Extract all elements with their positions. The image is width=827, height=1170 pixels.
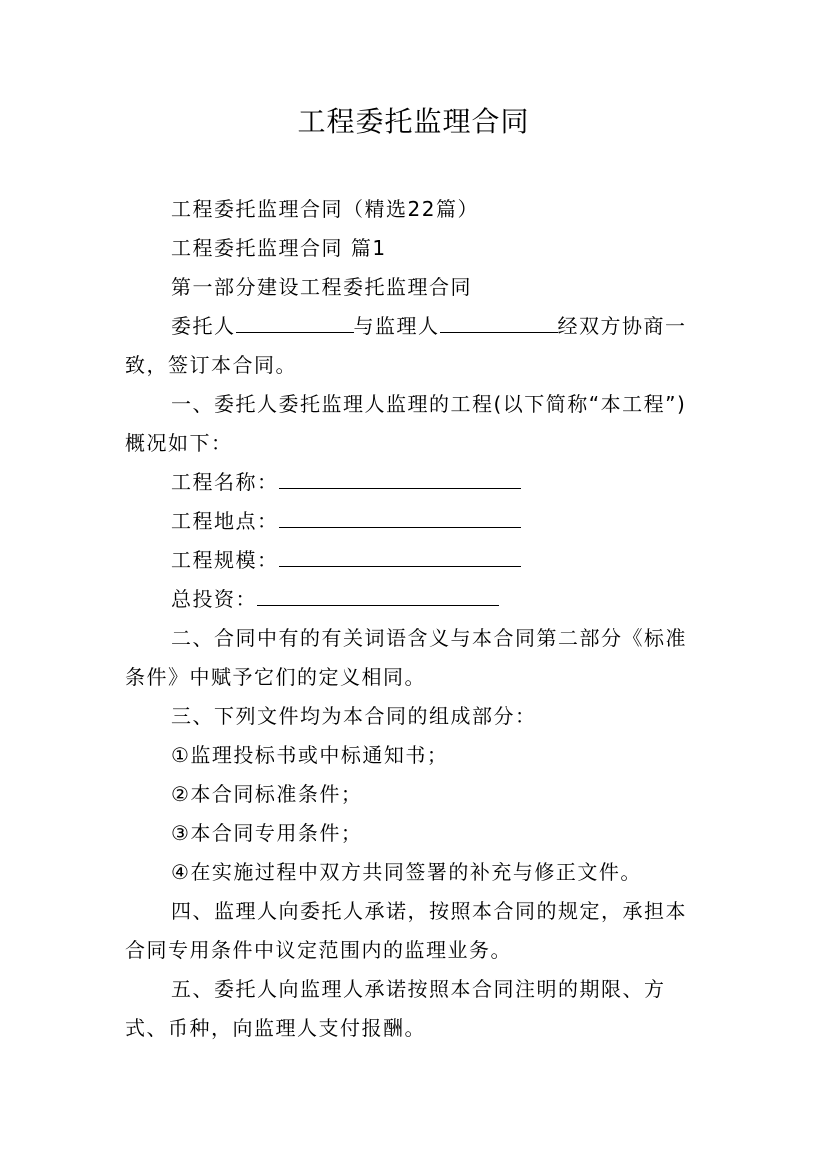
agreement-text: 经双方协商一致，签订本合同。 (125, 314, 687, 377)
project-field-location (125, 502, 705, 541)
field-blank-line (257, 587, 499, 606)
client-label: 委托人 (171, 314, 236, 338)
intro-line: 工程委托监理合同（精选22篇） (171, 197, 479, 221)
clause-1: 一、委托人委托监理人监理的工程(以下简称“本工程”)概况如下： (125, 392, 687, 455)
field-blank-line (279, 470, 521, 489)
clause-3: 三、下列文件均为本合同的组成部分： (171, 704, 537, 728)
project-field-name (125, 463, 705, 502)
part-heading: 第一部分建设工程委托监理合同 (171, 275, 472, 299)
field-blank-line (279, 509, 521, 528)
document-list-item: ④在实施过程中双方共同签署的补充与修正文件。 (171, 860, 642, 884)
article-heading: 工程委托监理合同 篇1 (171, 236, 387, 260)
document-list-item: ③本合同专用条件； (171, 821, 363, 845)
field-blank-line (279, 548, 521, 567)
document-body (125, 190, 705, 1048)
document-title: 工程委托监理合同 (297, 105, 530, 138)
field-label: 总投资： (171, 587, 257, 611)
clause-4: 四、监理人向委托人承诺，按照本合同的规定，承担本合同专用条件中议定范围内的监理业务。 (125, 899, 687, 962)
project-field-investment (125, 580, 705, 619)
project-field-scale (125, 541, 705, 580)
supervisor-label: 与监理人 (353, 314, 440, 338)
field-label: 工程地点： (171, 509, 279, 533)
document-list-item: ①监理投标书或中标通知书； (171, 743, 449, 767)
client-blank-line (236, 314, 354, 333)
field-label: 工程规模： (171, 548, 279, 572)
clause-5: 五、委托人向监理人承诺按照本合同注明的期限、方式、币种，向监理人支付报酬。 (125, 977, 666, 1040)
parties-paragraph (125, 307, 705, 385)
document-list-item: ②本合同标准条件； (171, 782, 363, 806)
field-label: 工程名称： (171, 470, 279, 494)
clause-2: 二、合同中有的有关词语含义与本合同第二部分《标准条件》中赋予它们的定义相同。 (125, 626, 687, 689)
supervisor-blank-line (440, 314, 558, 333)
